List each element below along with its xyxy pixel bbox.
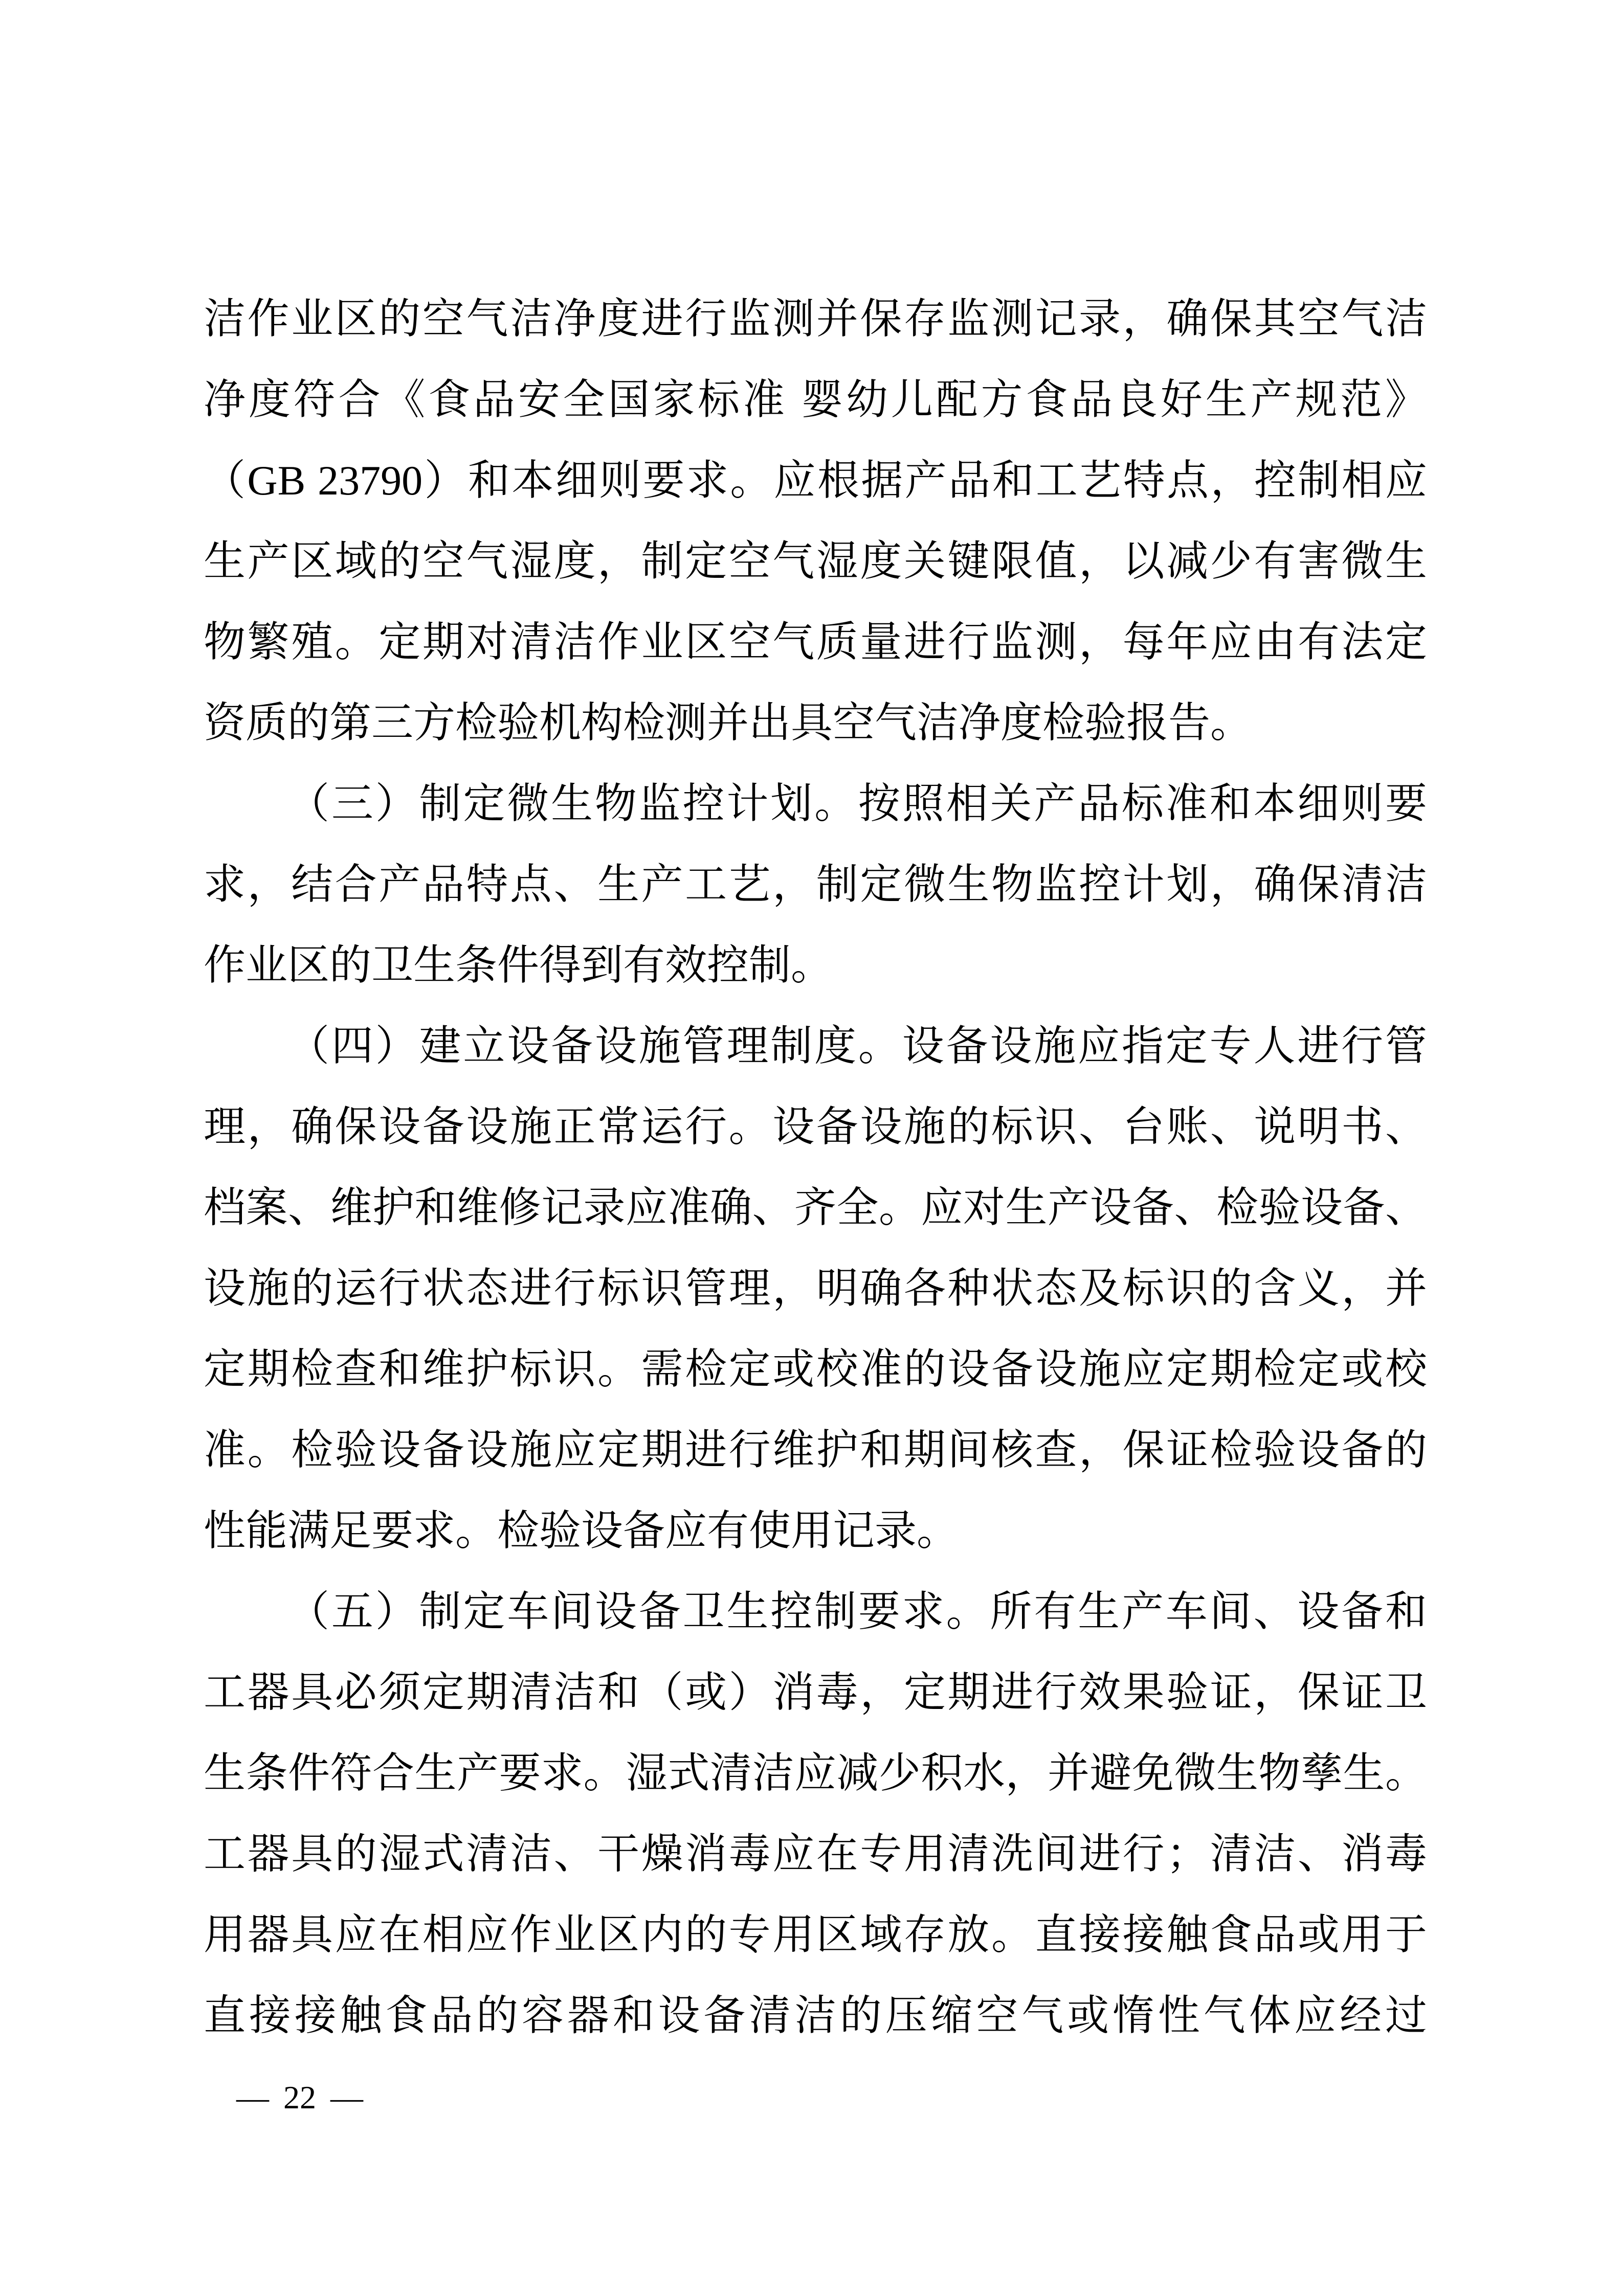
document-body (204, 279, 1427, 2056)
text-line: 理，确保设备设施正常运行。设备设施的标识、台账、说明书、 (204, 1104, 1427, 1150)
text-line: 生条件符合生产要求。湿式清洁应减少积水，并避免微生物孳生。 (204, 1750, 1427, 1796)
page-number: — 22 — (236, 2079, 363, 2115)
text-line: 物繁殖。定期对清洁作业区空气质量进行监测，每年应由有法定 (204, 619, 1427, 665)
text-line: 洁作业区的空气洁净度进行监测并保存监测记录，确保其空气洁 (204, 296, 1427, 342)
text-line: （GB 23790）和本细则要求。应根据产品和工艺特点，控制相应 (204, 457, 1427, 504)
text-line: 工器具必须定期清洁和（或）消毒，定期进行效果验证，保证卫 (204, 1669, 1427, 1716)
text-line: 性能满足要求。检验设备应有使用记录。 (204, 1507, 959, 1554)
text-line: 作业区的卫生条件得到有效控制。 (204, 942, 833, 988)
text-line: 准。检验设备设施应定期进行维护和期间核查，保证检验设备的 (204, 1427, 1427, 1473)
text-line: 生产区域的空气湿度，制定空气湿度关键限值，以减少有害微生 (204, 538, 1427, 584)
text-line: 设施的运行状态进行标识管理，明确各种状态及标识的含义，并 (204, 1265, 1427, 1312)
text-line: （四）建立设备设施管理制度。设备设施应指定专人进行管 (287, 1023, 1427, 1069)
text-line: 工器具的湿式清洁、干燥消毒应在专用清洗间进行；清洁、消毒 (204, 1831, 1427, 1877)
text-line: 直接接触食品的容器和设备清洁的压缩空气或惰性气体应经过 (204, 1992, 1427, 2039)
text-line: 资质的第三方检验机构检测并出具空气洁净度检验报告。 (204, 700, 1253, 746)
text-line: 定期检查和维护标识。需检定或校准的设备设施应定期检定或校 (204, 1346, 1427, 1392)
text-line: 档案、维护和维修记录应准确、齐全。应对生产设备、检验设备、 (204, 1184, 1427, 1231)
text-line: 用器具应在相应作业区内的专用区域存放。直接接触食品或用于 (204, 1911, 1427, 1958)
text-line: 求，结合产品特点、生产工艺，制定微生物监控计划，确保清洁 (204, 861, 1427, 908)
text-line: （三）制定微生物监控计划。按照相关产品标准和本细则要 (287, 780, 1427, 827)
text-line: （五）制定车间设备卫生控制要求。所有生产车间、设备和 (287, 1588, 1427, 1635)
text-line: 净度符合《食品安全国家标准 婴幼儿配方食品良好生产规范》 (204, 376, 1427, 423)
